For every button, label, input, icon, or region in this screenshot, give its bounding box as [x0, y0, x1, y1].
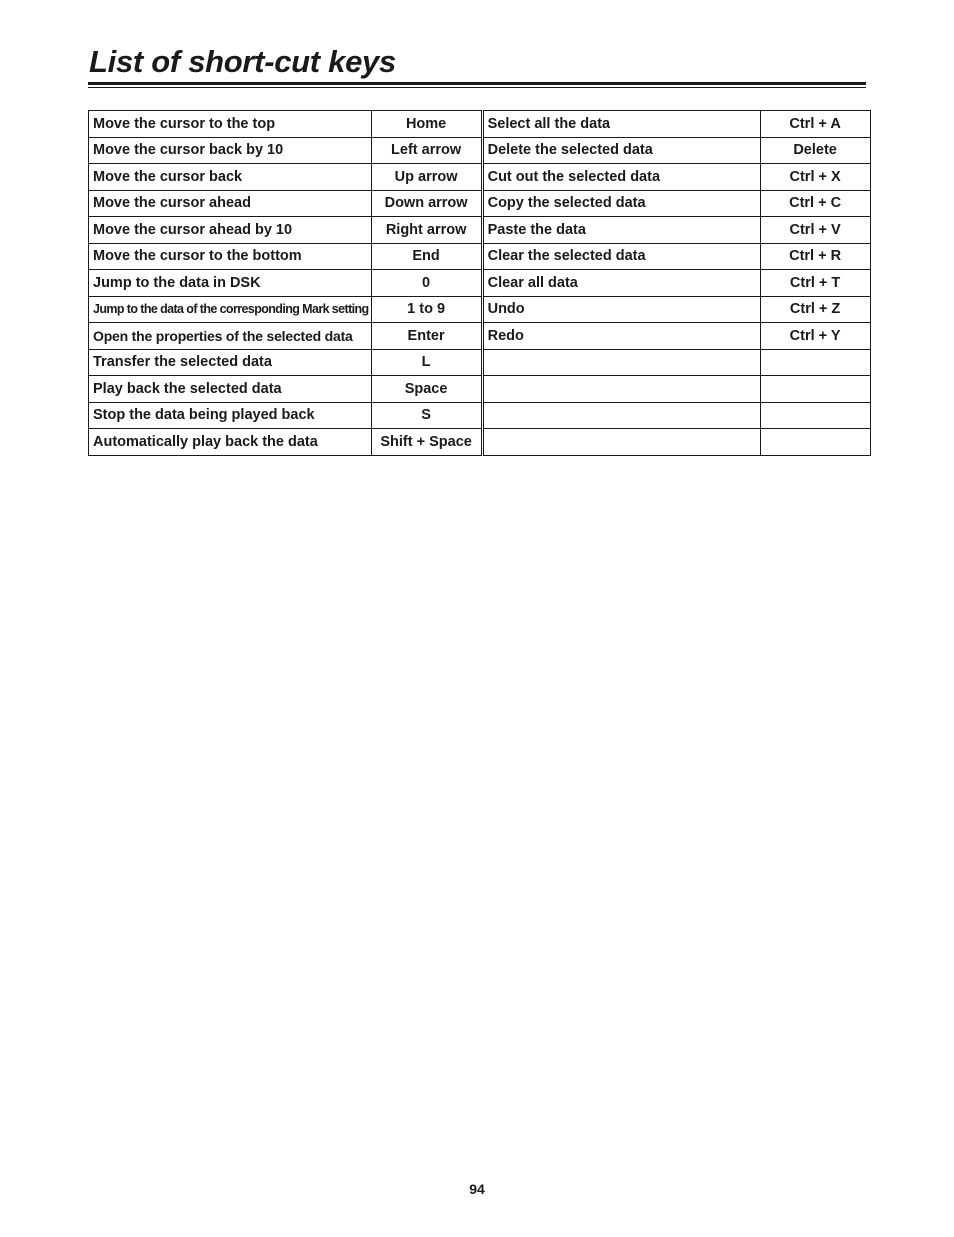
key-cell: Shift + Space — [371, 429, 482, 456]
table-row — [89, 190, 871, 217]
key-cell: Enter — [371, 323, 482, 350]
key-cell: 1 to 9 — [371, 296, 482, 323]
key-cell: Ctrl + T — [760, 270, 870, 297]
action-cell: Move the cursor back — [89, 164, 372, 191]
action-cell: Transfer the selected data — [89, 349, 372, 376]
key-cell — [760, 402, 870, 429]
key-cell: Delete — [760, 137, 870, 164]
table-row — [89, 164, 871, 191]
shortcut-table — [88, 110, 871, 456]
key-cell: Up arrow — [371, 164, 482, 191]
action-cell: Jump to the data in DSK — [89, 270, 372, 297]
key-cell: Space — [371, 376, 482, 403]
key-cell: Down arrow — [371, 190, 482, 217]
table-row — [89, 429, 871, 456]
key-cell: Home — [371, 111, 482, 138]
key-cell: 0 — [371, 270, 482, 297]
action-cell: Move the cursor to the bottom — [89, 243, 372, 270]
action-cell: Select all the data — [482, 111, 760, 138]
action-cell: Move the cursor ahead — [89, 190, 372, 217]
table-row — [89, 137, 871, 164]
page-number: 94 — [469, 1181, 485, 1197]
key-cell: Ctrl + R — [760, 243, 870, 270]
action-cell: Delete the selected data — [482, 137, 760, 164]
table-row — [89, 243, 871, 270]
action-cell: Undo — [482, 296, 760, 323]
key-cell: Ctrl + Y — [760, 323, 870, 350]
table-row — [89, 323, 871, 350]
action-cell: Move the cursor to the top — [89, 111, 372, 138]
action-cell: Cut out the selected data — [482, 164, 760, 191]
action-cell — [482, 349, 760, 376]
action-cell: Move the cursor back by 10 — [89, 137, 372, 164]
key-cell: Ctrl + C — [760, 190, 870, 217]
key-cell: L — [371, 349, 482, 376]
table-row — [89, 111, 871, 138]
action-cell: Play back the selected data — [89, 376, 372, 403]
key-cell: Ctrl + A — [760, 111, 870, 138]
key-cell — [760, 376, 870, 403]
action-cell: Open the properties of the selected data — [89, 323, 372, 350]
table-row — [89, 402, 871, 429]
action-cell: Move the cursor ahead by 10 — [89, 217, 372, 244]
table-row — [89, 376, 871, 403]
table-row — [89, 217, 871, 244]
key-cell — [760, 349, 870, 376]
action-cell: Clear all data — [482, 270, 760, 297]
action-cell: Jump to the data of the corresponding Mark setting — [89, 296, 372, 323]
action-cell — [482, 402, 760, 429]
key-cell: Left arrow — [371, 137, 482, 164]
key-cell: Ctrl + X — [760, 164, 870, 191]
page-title: List of short-cut keys — [89, 44, 396, 79]
table-row — [89, 270, 871, 297]
title-rule — [88, 82, 866, 85]
action-cell — [482, 376, 760, 403]
action-cell — [482, 429, 760, 456]
action-cell: Automatically play back the data — [89, 429, 372, 456]
action-cell: Redo — [482, 323, 760, 350]
key-cell — [760, 429, 870, 456]
key-cell: S — [371, 402, 482, 429]
action-cell: Stop the data being played back — [89, 402, 372, 429]
key-cell: Right arrow — [371, 217, 482, 244]
action-cell: Clear the selected data — [482, 243, 760, 270]
table-row — [89, 296, 871, 323]
key-cell: Ctrl + Z — [760, 296, 870, 323]
title-rule-secondary — [88, 87, 866, 88]
key-cell: Ctrl + V — [760, 217, 870, 244]
action-cell: Copy the selected data — [482, 190, 760, 217]
table-row — [89, 349, 871, 376]
action-cell: Paste the data — [482, 217, 760, 244]
key-cell: End — [371, 243, 482, 270]
